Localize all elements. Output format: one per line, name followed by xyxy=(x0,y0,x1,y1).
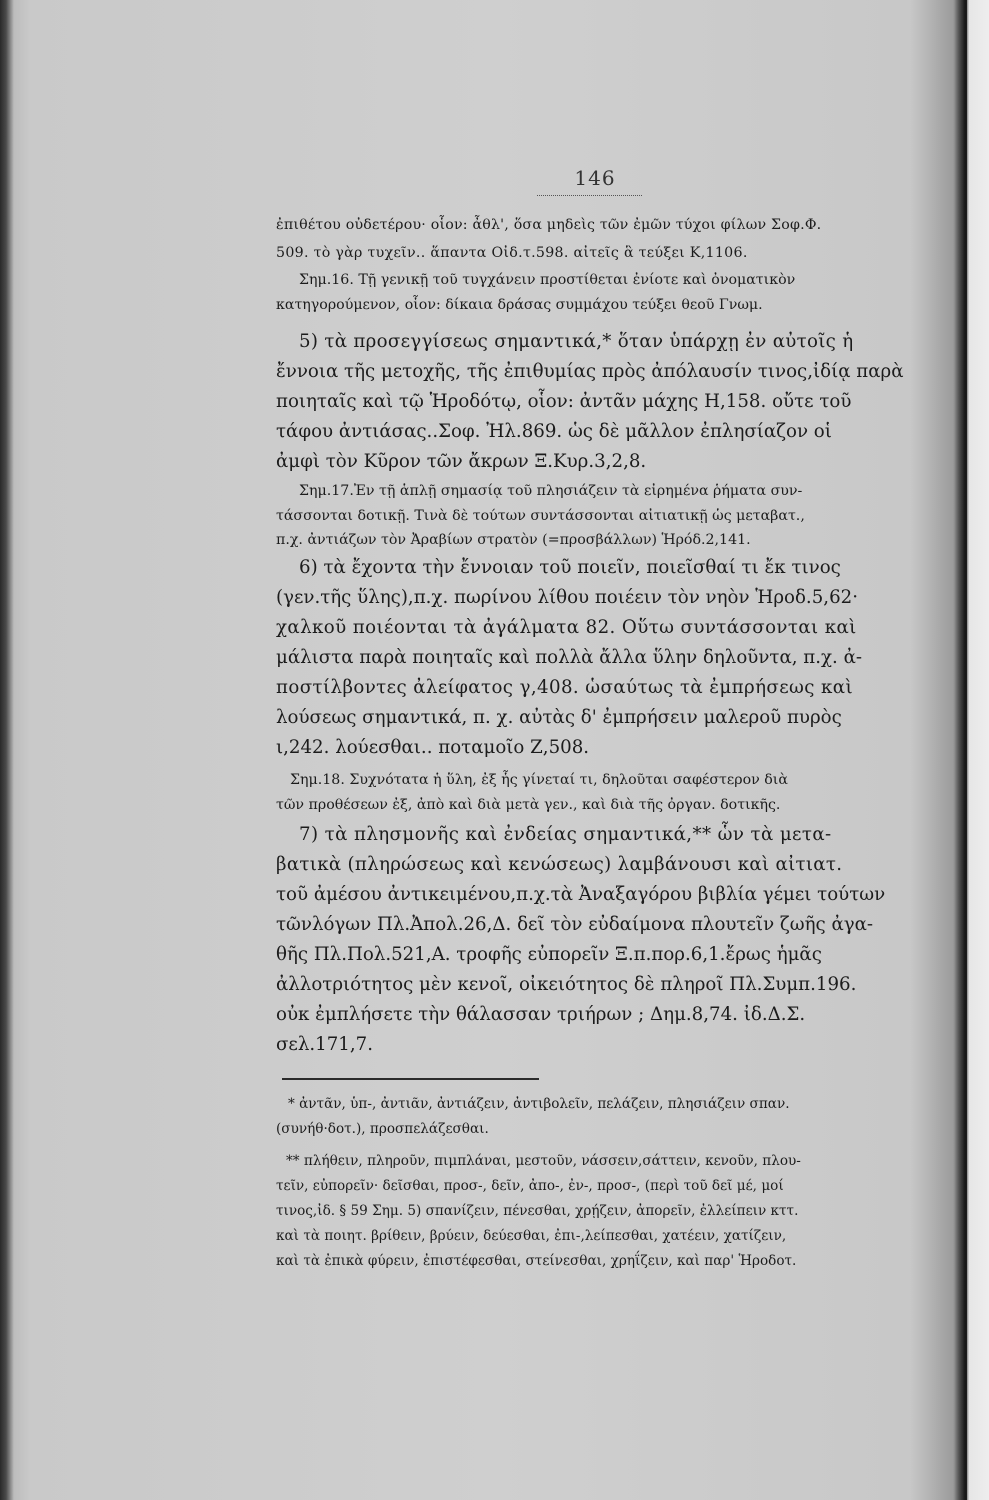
text-line: 5) τὰ προσεγγίσεως σημαντικά,* ὅταν ὑπάρχῃ ἐν αὐτοῖς ἡ xyxy=(299,331,854,352)
text-line: 509. τὸ γὰρ τυχεῖν.. ἅπαντα Οἰδ.τ.598. αἰτεῖς ἃ τεύξει Κ,1106. xyxy=(276,245,748,261)
footnote-line: τεῖν, εὐπορεῖν· δεῖσθαι, προσ-, δεῖν, ἀπο-, ἐν-, προσ-, (περὶ τοῦ δεῖ μέ, μοί xyxy=(276,1178,784,1194)
text-line: ἀμφὶ τὸν Κῦρον τῶν ἄκρων Ξ.Κυρ.3,2,8. xyxy=(276,451,647,472)
text-line: π.χ. ἀντιάζων τὸν Ἀραβίων στρατὸν (=προσβάλλων) Ἡρόδ.2,141. xyxy=(276,532,751,548)
text-line: Σημ.18. Συχνότατα ἡ ὕλη, ἐξ ἧς γίνεταί τι, δηλοῦται σαφέστερον διὰ xyxy=(290,772,788,788)
text-line: μάλιστα παρὰ ποιηταῖς καὶ πολλὰ ἄλλα ὕλην δηλοῦντα, π.χ. ἀ- xyxy=(276,647,863,668)
text-line: τῶνλόγων Πλ.Ἀπολ.26,Δ. δεῖ τὸν εὐδαίμονα πλουτεῖν ζωῆς ἀγα- xyxy=(276,914,874,935)
text-line: ποιηταῖς καὶ τῷ Ἡροδότῳ, οἷον: ἀντᾶν μάχης Η,158. οὔτε τοῦ xyxy=(276,391,852,412)
footnote-line: καὶ τὰ ποιητ. βρίθειν, βρύειν, δεύεσθαι, ἐπι-,λείπεσθαι, χατέειν, χατίζειν, xyxy=(276,1228,787,1244)
text-line: ἔννοια τῆς μετοχῆς, τῆς ἐπιθυμίας πρὸς ἀπόλαυσίν τινος,ἰδίᾳ παρὰ xyxy=(276,361,904,382)
footnote-rule xyxy=(282,1078,539,1080)
text-line: οὐκ ἐμπλήσετε τὴν θάλασσαν τριήρων ; Δημ.8,74. ἰδ.Δ.Σ. xyxy=(276,1004,806,1025)
text-line: Σημ.17.Ἐν τῇ ἁπλῇ σημασίᾳ τοῦ πλησιάζειν τὰ εἰρημένα ῥήματα συν- xyxy=(299,483,803,499)
text-line: τάσσονται δοτικῇ. Τινὰ δὲ τούτων συντάσσονται αἰτιατικῇ ὡς μεταβατ., xyxy=(276,508,805,524)
text-line: ι,242. λούεσθαι.. ποταμοῖο Ζ,508. xyxy=(276,737,590,758)
text-line: τῶν προθέσεων ἐξ, ἀπὸ καὶ διὰ μετὰ γεν., καὶ διὰ τῆς ὀργαν. δοτικῆς. xyxy=(276,797,781,813)
text-line: 7) τὰ πλησμονῆς καὶ ἐνδείας σημαντικά,** ὧν τὰ μετα- xyxy=(299,824,832,845)
text-line: Σημ.16. Τῇ γενικῇ τοῦ τυγχάνειν προστίθεται ἐνίοτε καὶ ὀνοματικὸν xyxy=(299,272,796,288)
footnote-line: * ἀντᾶν, ὑπ-, ἀντιᾶν, ἀντιάζειν, ἀντιβολεῖν, πελάζειν, πλησιάζειν σπαν. xyxy=(288,1096,790,1112)
text-line: (γεν.τῆς ὕλης),π.χ. πωρίνου λίθου ποιέειν τὸν νηὸν Ἡροδ.5,62· xyxy=(276,587,858,608)
text-line: 6) τὰ ἔχοντα τὴν ἔννοιαν τοῦ ποιεῖν, ποιεῖσθαί τι ἔκ τινος xyxy=(299,557,841,578)
text-line: θῆς Πλ.Πολ.521,Α. τροφῆς εὐπορεῖν Ξ.π.πορ.6,1.ἔρως ἡμᾶς xyxy=(276,944,822,965)
text-line: χαλκοῦ ποιέονται τὰ ἀγάλματα 82. Οὕτω συντάσσονται καὶ xyxy=(276,617,857,638)
footnote-line: καὶ τὰ ἐπικὰ φύρειν, ἐπιστέφεσθαι, στείνεσθαι, χρηΐζειν, καὶ παρ' Ἡροδοτ. xyxy=(276,1253,797,1269)
text-line: τοῦ ἀμέσου ἀντικειμένου,π.χ.τὰ Ἀναξαγόρου βιβλία γέμει τούτων xyxy=(276,884,886,905)
text-line: σελ.171,7. xyxy=(276,1034,373,1055)
text-line: τάφου ἀντιάσας..Σοφ. Ἠλ.869. ὡς δὲ μᾶλλον ἐπλησίαζον οἱ xyxy=(276,421,832,442)
footnote-line: ** πλήθειν, πληροῦν, πιμπλάναι, μεστοῦν, νάσσειν,σάττειν, κενοῦν, πλου- xyxy=(286,1153,801,1169)
text-line: ἀλλοτριότητος μὲν κενοῖ, οἰκειότητος δὲ πληροῖ Πλ.Συμπ.196. xyxy=(276,974,857,995)
text-line: βατικὰ (πληρώσεως καὶ κενώσεως) λαμβάνουσι καὶ αἰτιατ. xyxy=(276,854,843,875)
text-line: ποστίλβοντες ἀλείφατος γ,408. ὡσαύτως τὰ ἐμπρήσεως καὶ xyxy=(276,677,854,698)
page-number: 146 xyxy=(574,166,616,190)
page-number-rule xyxy=(537,195,642,196)
text-line: κατηγορούμενον, οἷον: δίκαια δράσας συμμάχου τεύξει θεοῦ Γνωμ. xyxy=(276,297,763,313)
text-line: ἐπιθέτου οὐδετέρου· οἷον: ἆθλ', ὅσα μηδεὶς τῶν ἐμῶν τύχοι φίλων Σοφ.Φ. xyxy=(276,217,822,233)
text-line: λούσεως σημαντικά, π. χ. αὐτὰς δ' ἐμπρήσειν μαλεροῦ πυρὸς xyxy=(276,707,842,728)
footnote-line: (συνήθ·δοτ.), προσπελάζεσθαι. xyxy=(276,1121,489,1137)
footnote-line: τινος,ἰδ. § 59 Σημ. 5) σπανίζειν, πένεσθαι, χρῄζειν, ἀπορεῖν, ἐλλείπειν κττ. xyxy=(276,1203,799,1219)
